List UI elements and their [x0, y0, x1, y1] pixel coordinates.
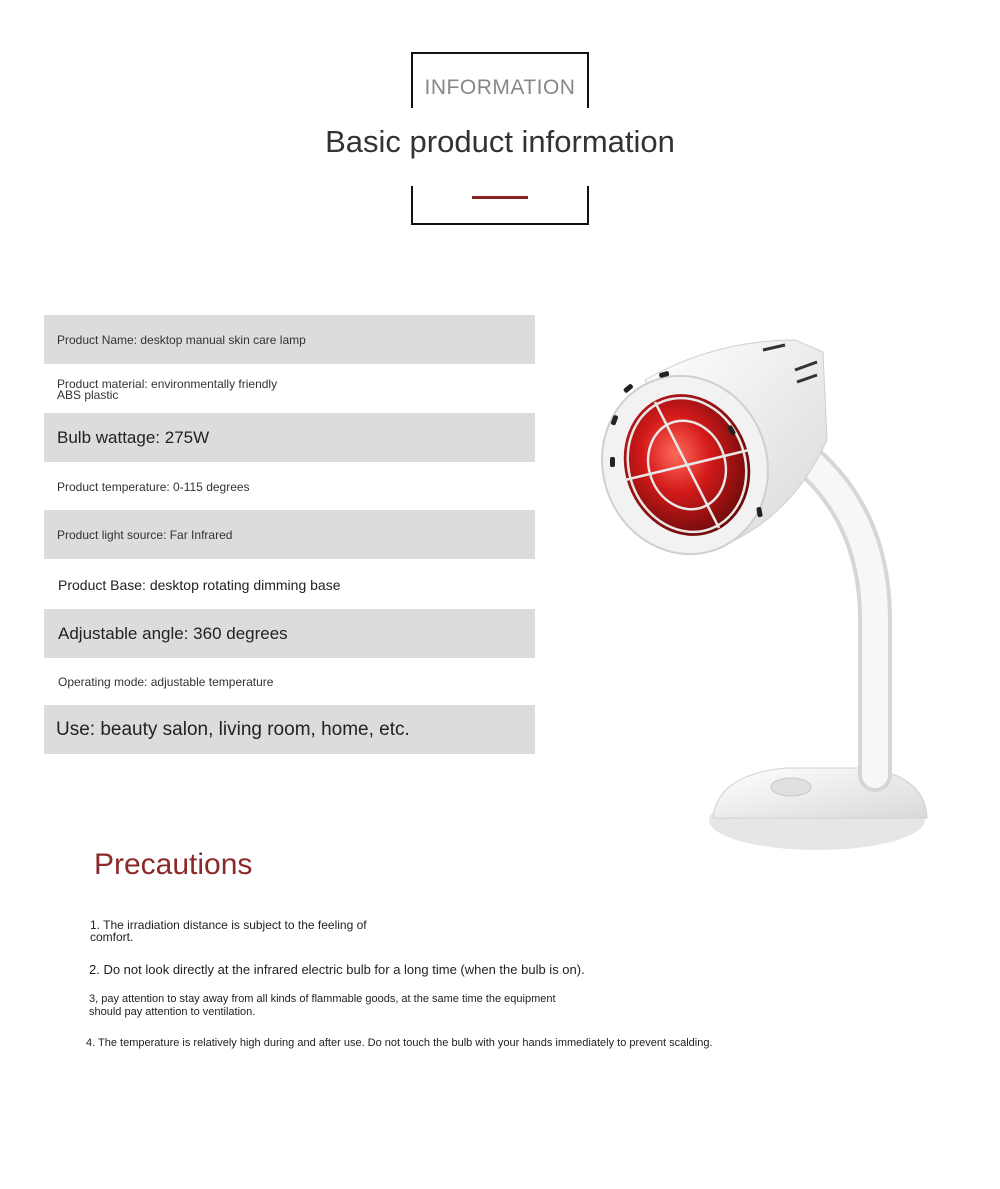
accent-line — [472, 196, 528, 199]
spec-text: Use: beauty salon, living room, home, etc. — [56, 718, 410, 740]
spec-text: Product Name: desktop manual skin care lamp — [57, 332, 306, 347]
spec-row-angle — [44, 609, 535, 658]
spec-row-temperature — [44, 462, 535, 511]
spec-row-product-name — [44, 315, 535, 364]
precautions-title: Precautions — [94, 848, 253, 881]
spec-row-operating-mode — [44, 657, 535, 706]
spec-row-material — [44, 364, 535, 413]
spec-text: Adjustable angle: 360 degrees — [58, 623, 288, 643]
spec-text: Product material: environmentally friendly ABS plastic — [57, 377, 278, 402]
information-label: INFORMATION — [424, 76, 576, 99]
spec-text: Bulb wattage: 275W — [57, 427, 210, 447]
frame-bottom-border — [411, 186, 589, 225]
precaution-item: 2. Do not look directly at the infrared electric bulb for a long time (when the bulb is on). — [89, 962, 585, 977]
spec-text: Product light source: Far Infrared — [57, 527, 233, 542]
precaution-item: 3, pay attention to stay away from all kinds of flammable goods, at the same time the equipment should pay attention to ventilation. — [89, 993, 556, 1018]
spec-text: Operating mode: adjustable temperature — [58, 674, 274, 689]
spec-text: Product Base: desktop rotating dimming base — [58, 576, 341, 593]
precaution-item: 1. The irradiation distance is subject to the feeling of comfort. — [90, 918, 367, 944]
page-title: Basic product information — [325, 124, 675, 159]
infrared-lamp-icon — [595, 320, 935, 860]
spec-text: Product temperature: 0-115 degrees — [57, 479, 250, 494]
spec-row-base — [44, 560, 535, 609]
spec-row-wattage — [44, 413, 535, 462]
spec-row-light-source — [44, 510, 535, 559]
spec-row-use — [44, 705, 535, 754]
precaution-item: 4. The temperature is relatively high during and after use. Do not touch the bulb with your hands immediately to prevent scalding. — [86, 1037, 713, 1049]
